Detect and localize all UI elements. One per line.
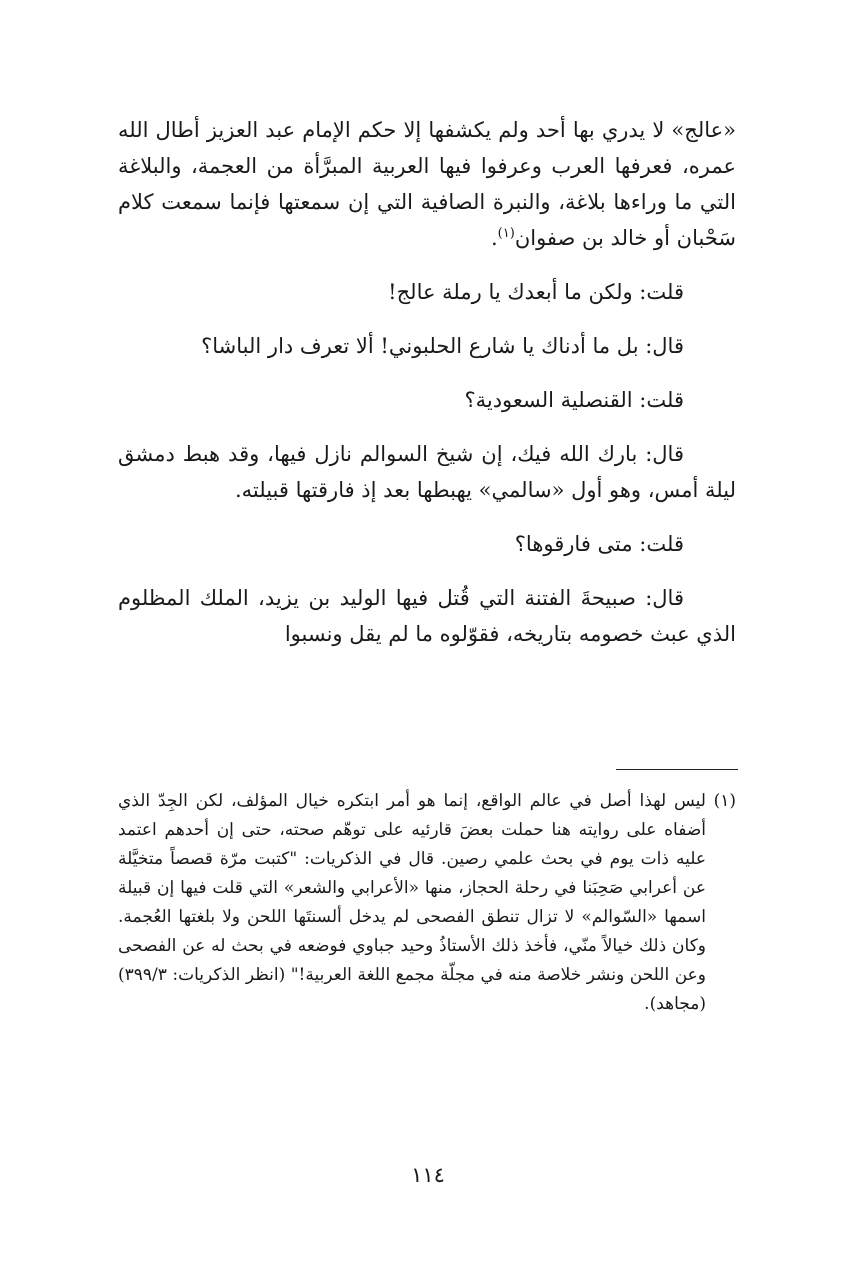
paragraph-1-text: «عالج» لا يدري بها أحد ولم يكشفها إلا حكم الإمام عبد العزيز أطال الله عمره، فعرفها العرب وعرفوا فيها العربية المبرَّأة من العجمة، والبلاغة التي ما وراءها بلاغة، والنبرة الصافية التي إن سمعتها فإنما سمعت كلام سَحْبان أو خالد بن صفوان [118, 118, 736, 250]
paragraph-3: قال: بل ما أدناك يا شارع الحلبوني! ألا تعرف دار الباشا؟ [201, 334, 684, 358]
paragraph-5: قال: بارك الله فيك، إن شيخ السوالم نازل فيها، وقد هبط دمشق ليلة أمس، وهو أول «سالمي» يهبطها بعد إذ فارقتها قبيلته. [118, 442, 736, 502]
paragraph-6: قلت: متى فارقوها؟ [514, 532, 684, 556]
footnote-reference[interactable]: (١) [497, 226, 515, 241]
footnote-divider [616, 769, 738, 770]
page-body [118, 112, 736, 652]
footnote-text: ليس لهذا أصل في عالم الواقع، إنما هو أمر ابتكره خيال المؤلف، لكن الجِدّ الذي أضفاه على روايته هنا حملت بعضَ قارئيه على توهّم صحته، حتى إن أحدهم اعتمد عليه ذات يوم في بحث علمي رصين. قال في الذكريات: "كتبت مرّة قصصاً متخيَّلة عن أعرابي صَحِبَنا في رحلة الحجاز، منها «الأعرابي والشعر» التي قلت فيها إن قبيلة اسمها «السّوالم» لا تزال تنطق الفصحى لم يدخل ألسنتَها اللحن ولا بلغتها العُجمة. وكان ذلك خيالاً منّي، فأخذ ذلك الأستاذُ وحيد جباوي فوضعه في بحث له عن الفصحى وعن اللحن ونشر خلاصة منه في مجلّة مجمع اللغة العربية!" (انظر الذكريات: ٣٩٩/٣) (مجاهد). [118, 791, 706, 1014]
paragraph-2: قلت: ولكن ما أبعدك يا رملة عالج! [388, 280, 684, 304]
main-text [118, 112, 736, 652]
paragraph-1-end: . [490, 226, 498, 250]
paragraph-7: قال: صبيحةَ الفتنة التي قُتل فيها الوليد بن يزيد، الملك المظلوم الذي عبث خصومه بتاريخه، فقوّلوه ما لم يقل ونسبوا [118, 586, 736, 646]
paragraph-4: قلت: القنصلية السعودية؟ [464, 388, 684, 412]
footnote-1 [118, 787, 736, 1019]
footnote-number: (١) [713, 791, 736, 811]
page-number: ١١٤ [411, 1163, 445, 1187]
paragraph-1 [118, 112, 736, 256]
footnotes [118, 787, 736, 1019]
